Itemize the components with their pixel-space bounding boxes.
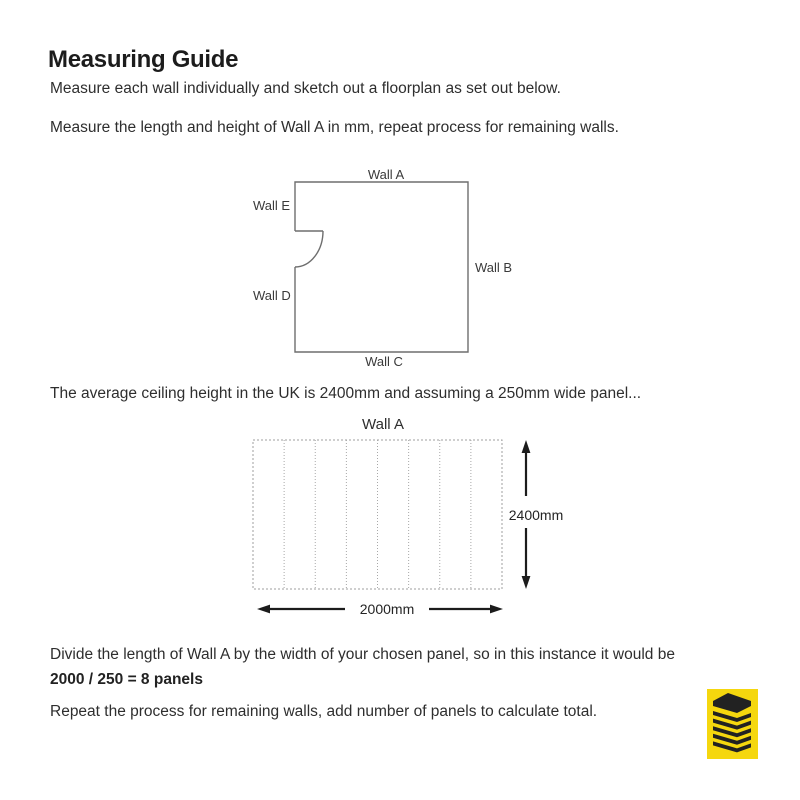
- panel-diagram-svg: [240, 408, 575, 623]
- wall-b-label: Wall B: [475, 260, 513, 275]
- height-dimension-label: 2400mm: [508, 507, 564, 523]
- page-title: Measuring Guide: [48, 46, 239, 74]
- instruction-repeat-process: Repeat the process for remaining walls, add number of panels to calculate total.: [50, 703, 598, 720]
- panel-calculation-formula: 2000 / 250 = 8 panels: [50, 671, 203, 688]
- arrow-down-icon: [522, 576, 531, 589]
- wall-a-label: Wall A: [367, 167, 405, 182]
- wall-e-label: Wall E: [253, 198, 291, 213]
- floorplan-walls-outline: [295, 182, 468, 352]
- instruction-ceiling-height: The average ceiling height in the UK is 2400mm and assuming a 250mm wide panel...: [50, 385, 642, 402]
- instruction-measure-wall-a: Measure the length and height of Wall A in mm, repeat process for remaining walls.: [50, 119, 619, 136]
- instruction-divide-length: Divide the length of Wall A by the width of your chosen panel, so in this instance it would be: [50, 646, 675, 663]
- door-swing-arc: [295, 231, 323, 267]
- arrow-right-icon: [490, 605, 503, 614]
- stacked-panels-icon: [707, 689, 758, 759]
- arrow-up-icon: [522, 440, 531, 453]
- length-dimension-label: 2000mm: [359, 601, 415, 617]
- instruction-sketch-floorplan: Measure each wall individually and sketch out a floorplan as set out below.: [50, 80, 561, 97]
- panel-diagram-title: Wall A: [362, 416, 404, 433]
- logo-roof-slat: [713, 693, 751, 713]
- arrow-left-icon: [257, 605, 270, 614]
- height-dimension-arrow: [509, 440, 563, 589]
- floorplan-diagram: [220, 158, 530, 383]
- wall-c-label: Wall C: [365, 354, 403, 369]
- brand-logo: [707, 689, 758, 759]
- length-dimension-arrow: [257, 601, 503, 617]
- wall-d-label: Wall D: [253, 288, 291, 303]
- panel-grid-group: [253, 440, 502, 589]
